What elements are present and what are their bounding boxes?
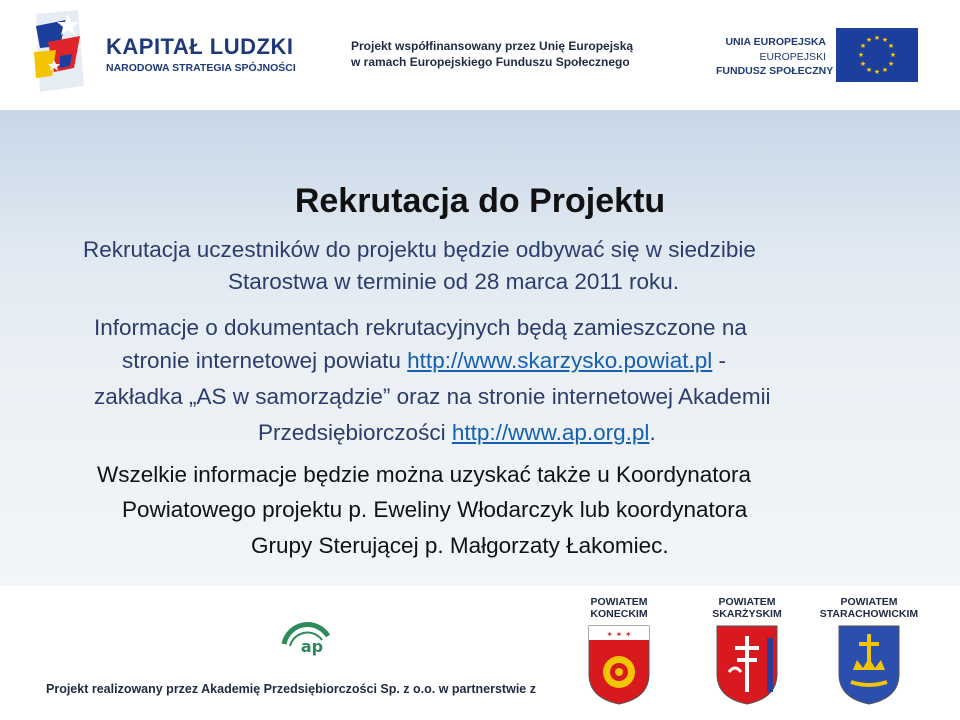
contact-line-1: Wszelkie informacje będzie można uzyskać także u Koordynatora	[97, 462, 752, 487]
cofinancing-line-1: Projekt współfinansowany przez Unię Europejską	[351, 39, 634, 53]
partnership-text: Projekt realizowany przez Akademię Przedsiębiorczości Sp. z o.o. w partnerstwie z	[46, 682, 536, 696]
recruitment-line-1: Rekrutacja uczestników do projektu będzie odbywać się w siedzibie	[83, 237, 756, 262]
svg-text:★: ★	[887, 42, 895, 50]
documents-line-4-tail: .	[649, 420, 656, 445]
svg-text:✶ ✶ ✶: ✶ ✶ ✶	[606, 630, 632, 639]
documents-line-3: zakładka „AS w samorządzie” oraz na stronie internetowej Akademii	[94, 384, 771, 409]
akademia-przedsiebiorczosci-logo-icon	[276, 606, 336, 656]
eu-label-line-2: EUROPEJSKI	[759, 51, 826, 63]
county-skarzyski-label-1: POWIATEM	[718, 596, 776, 608]
svg-text:★: ★	[881, 66, 889, 74]
ap-website-link[interactable]: http://www.ap.org.pl	[451, 420, 650, 445]
eu-label-line-3: FUNDUSZ SPOŁECZNY	[716, 65, 834, 77]
slide-content	[0, 110, 960, 586]
cofinancing-line-2: w ramach Europejskiego Funduszu Społecznego	[351, 55, 630, 69]
contact-line-2: Powiatowego projektu p. Eweliny Włodarczyk lub koordynatora	[122, 497, 748, 522]
documents-line-4-text: Przedsiębiorczości	[258, 420, 452, 445]
eu-label-line-1: UNIA EUROPEJSKA	[725, 36, 826, 48]
documents-line-4	[258, 420, 656, 446]
ap-logo-text: ap	[300, 637, 324, 656]
county-starachowicki-label-2: STARACHOWICKIM	[819, 608, 919, 620]
footer-band	[0, 586, 960, 720]
svg-text:★: ★	[889, 51, 897, 59]
svg-text:★: ★	[881, 36, 889, 44]
starachowicki-coat-of-arms-icon	[837, 624, 901, 706]
county-starachowicki-label-1: POWIATEM	[840, 596, 898, 608]
kapital-ludzki-subtitle: NARODOWA STRATEGIA SPÓJNOŚCI	[106, 62, 296, 74]
svg-text:★: ★	[859, 60, 867, 68]
county-konecki	[564, 596, 674, 706]
svg-text:★: ★	[887, 60, 895, 68]
contact-line-3: Grupy Sterującej p. Małgorzaty Łakomiec.	[251, 533, 669, 558]
skarzyski-coat-of-arms-icon	[715, 624, 779, 706]
kapital-ludzki-title: KAPITAŁ LUDZKI	[106, 34, 294, 59]
county-skarzyski	[692, 596, 802, 706]
county-starachowicki	[814, 596, 924, 706]
documents-line-2-tail: -	[712, 348, 727, 373]
slide-title: Rekrutacja do Projektu	[294, 182, 666, 220]
konecki-coat-of-arms-icon	[587, 624, 651, 706]
kapital-ludzki-logo-icon	[30, 6, 90, 96]
svg-text:★: ★	[865, 66, 873, 74]
svg-text:★: ★	[857, 51, 865, 59]
county-skarzyski-label-2: SKARŻYSKIM	[712, 608, 782, 620]
svg-text:★: ★	[873, 68, 881, 76]
svg-text:★: ★	[859, 42, 867, 50]
county-konecki-label-2: KONECKIM	[590, 608, 648, 620]
svg-text:★: ★	[865, 36, 873, 44]
county-konecki-label-1: POWIATEM	[590, 596, 648, 608]
eu-flag-icon	[836, 28, 918, 82]
powiat-website-link[interactable]: http://www.skarzysko.powiat.pl	[407, 348, 713, 373]
svg-text:★: ★	[873, 34, 881, 42]
recruitment-line-2: Starostwa w terminie od 28 marca 2011 roku.	[228, 269, 680, 294]
documents-line-1: Informacje o dokumentach rekrutacyjnych będą zamieszczone na	[94, 315, 747, 340]
documents-line-2-text: stronie internetowej powiatu	[122, 348, 408, 373]
header-band	[0, 0, 960, 110]
documents-line-2	[122, 348, 726, 374]
